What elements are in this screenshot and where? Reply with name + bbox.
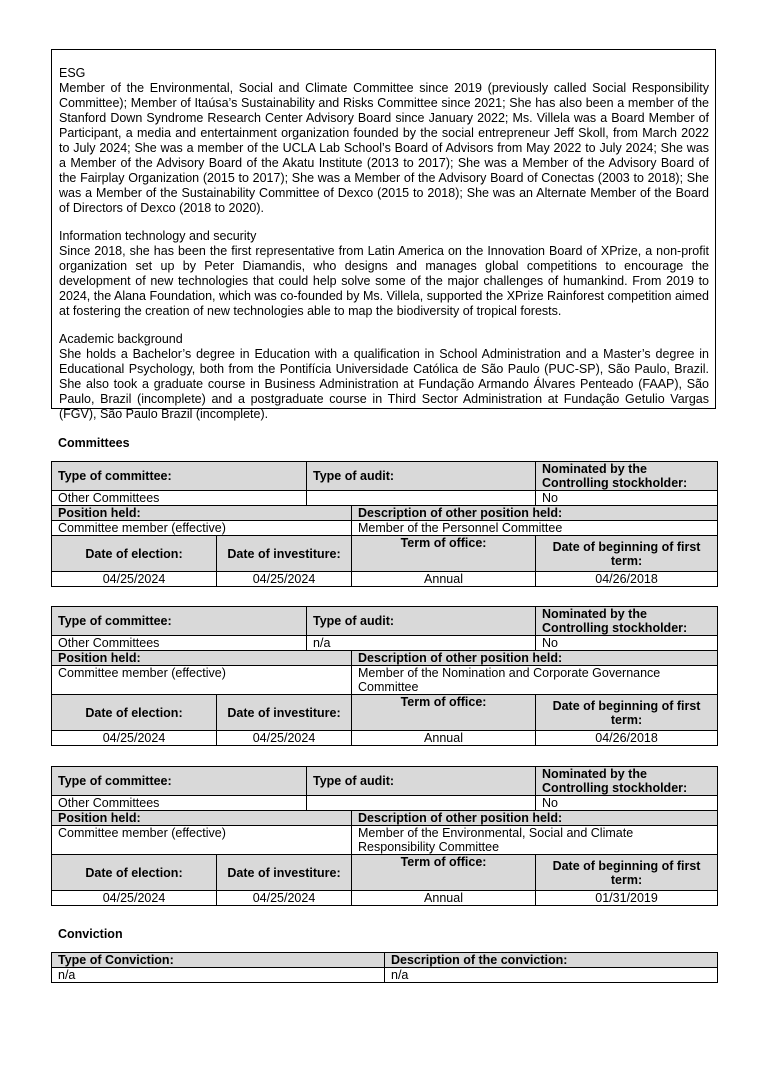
nominated-label: Nominated by the Controlling stockholder: — [536, 767, 718, 796]
committee-table-2 — [51, 606, 718, 746]
date-investiture-label: Date of investiture: — [217, 536, 352, 572]
date-election-value: 04/25/2024 — [52, 891, 217, 906]
conviction-table — [51, 952, 718, 983]
date-election-label: Date of election: — [52, 536, 217, 572]
position-header-row — [52, 651, 718, 666]
position-held-label: Position held: — [52, 811, 352, 826]
position-held-label: Position held: — [52, 506, 352, 521]
audit-type-value — [307, 491, 536, 506]
date-first-term-label: Date of beginning of first term: — [536, 695, 718, 731]
term-office-value: Annual — [352, 572, 536, 587]
description-other-value: Member of the Nomination and Corporate Governance Committee — [352, 666, 718, 695]
term-office-label: Term of office: — [352, 695, 536, 731]
committee-table-1 — [51, 461, 718, 587]
conviction-type-value: n/a — [52, 968, 385, 983]
audit-type-value: n/a — [307, 636, 536, 651]
type-of-committee-label: Type of committee: — [52, 462, 307, 491]
term-office-label: Term of office: — [352, 855, 536, 891]
conviction-description-value: n/a — [385, 968, 718, 983]
committee-type-value: Other Committees — [52, 636, 307, 651]
academic-title: Academic background — [59, 332, 183, 346]
description-other-value: Member of the Personnel Committee — [352, 521, 718, 536]
date-first-term-value: 04/26/2018 — [536, 572, 718, 587]
biography-box — [51, 49, 716, 421]
conviction-type-label: Type of Conviction: — [52, 953, 385, 968]
academic-text: She holds a Bachelor’s degree in Education with a qualification in School Administration and a Master’s degree in Educational Psychology, both from the Pontifícia Universidade Católica de São Paulo (PUC-SP), São Paulo, Brazil. She also took a graduate course in Business Administration at Fundação Armando Álvares Penteado (FAAP), São Paulo, Brazil (incomplete) and a postgraduate course in Third Sector Administration at Fundação Getulio Vargas (FGV), São Paulo Brazil (incomplete). — [59, 347, 709, 421]
dates-value-row — [52, 572, 718, 587]
position-held-label: Position held: — [52, 651, 352, 666]
committee-header-row — [52, 767, 718, 796]
date-election-label: Date of election: — [52, 695, 217, 731]
date-investiture-value: 04/25/2024 — [217, 572, 352, 587]
description-other-label: Description of other position held: — [352, 651, 718, 666]
term-office-value: Annual — [352, 731, 536, 746]
date-first-term-label: Date of beginning of first term: — [536, 855, 718, 891]
committees-heading: Committees — [58, 436, 130, 450]
description-other-label: Description of other position held: — [352, 811, 718, 826]
nominated-value: No — [536, 796, 718, 811]
position-held-value: Committee member (effective) — [52, 521, 352, 536]
type-of-committee-label: Type of committee: — [52, 767, 307, 796]
type-of-committee-label: Type of committee: — [52, 607, 307, 636]
term-office-value: Annual — [352, 891, 536, 906]
committee-type-value: Other Committees — [52, 491, 307, 506]
conviction-value-row — [52, 968, 718, 983]
audit-type-value — [307, 796, 536, 811]
it-text: Since 2018, she has been the first representative from Latin America on the Innovation Board of XPrize, a non-profit organization set up by Peter Diamandis, who designs and manages global competitions to encourage the development of new technologies that could help solve some of the major challenges of humankind. From 2019 to 2024, the Alana Foundation, which was co-founded by Ms. Villela, supported the XPrize Rainforest competition aimed at fostering the creation of new technologies able to map the biodiversity of tropical forests. — [59, 244, 709, 318]
position-header-row — [52, 811, 718, 826]
dates-value-row — [52, 731, 718, 746]
description-other-label: Description of other position held: — [352, 506, 718, 521]
committee-value-row — [52, 796, 718, 811]
type-of-audit-label: Type of audit: — [307, 607, 536, 636]
date-first-term-value: 01/31/2019 — [536, 891, 718, 906]
dates-header-row — [52, 536, 718, 572]
date-investiture-label: Date of investiture: — [217, 855, 352, 891]
type-of-audit-label: Type of audit: — [307, 767, 536, 796]
term-office-label: Term of office: — [352, 536, 536, 572]
conviction-header-row — [52, 953, 718, 968]
committee-value-row — [52, 491, 718, 506]
date-investiture-value: 04/25/2024 — [217, 891, 352, 906]
esg-text: Member of the Environmental, Social and Climate Committee since 2019 (previously called Social Responsibility Committee); Member of Itaúsa’s Sustainability and Risks Committee since 2021; She has also been a member of the Stanford Down Syndrome Research Center Advisory Board since January 2022; Ms. Villela was a Board Member of Participant, a media and entertainment organization founded by the social entrepreneur Jeff Skoll, from March 2022 to July 2024; She was a member of the UCLA Lab School’s Board of Advisors from May 2022 to July 2024; She was a Member of the Advisory Board of the Akatu Institute (2013 to 2017); She was a Member of the Advisory Board of the Fairplay Organization (2015 to 2017); She was a Member of the Advisory Board of Conectas (2003 to 2018); She was a Member of the Sustainability Committee of Dexco (2015 to 2018); She was an Alternate Member of the Board of Directors of Dexco (2018 to 2020). — [59, 81, 709, 215]
committee-type-value: Other Committees — [52, 796, 307, 811]
nominated-value: No — [536, 636, 718, 651]
date-investiture-label: Date of investiture: — [217, 695, 352, 731]
date-first-term-label: Date of beginning of first term: — [536, 536, 718, 572]
dates-header-row — [52, 695, 718, 731]
position-header-row — [52, 506, 718, 521]
dates-header-row — [52, 855, 718, 891]
it-title: Information technology and security — [59, 229, 257, 243]
date-election-value: 04/25/2024 — [52, 731, 217, 746]
date-election-label: Date of election: — [52, 855, 217, 891]
nominated-value: No — [536, 491, 718, 506]
position-value-row — [52, 826, 718, 855]
description-other-value: Member of the Environmental, Social and Climate Responsibility Committee — [352, 826, 718, 855]
date-election-value: 04/25/2024 — [52, 572, 217, 587]
nominated-label: Nominated by the Controlling stockholder: — [536, 607, 718, 636]
committee-value-row — [52, 636, 718, 651]
committee-header-row — [52, 607, 718, 636]
esg-title: ESG — [59, 66, 86, 80]
committee-header-row — [52, 462, 718, 491]
position-value-row — [52, 666, 718, 695]
position-value-row — [52, 521, 718, 536]
dates-value-row — [52, 891, 718, 906]
date-first-term-value: 04/26/2018 — [536, 731, 718, 746]
conviction-heading: Conviction — [58, 927, 123, 941]
date-investiture-value: 04/25/2024 — [217, 731, 352, 746]
position-held-value: Committee member (effective) — [52, 826, 352, 855]
conviction-description-label: Description of the conviction: — [385, 953, 718, 968]
position-held-value: Committee member (effective) — [52, 666, 352, 695]
type-of-audit-label: Type of audit: — [307, 462, 536, 491]
nominated-label: Nominated by the Controlling stockholder: — [536, 462, 718, 491]
committee-table-3 — [51, 766, 718, 906]
